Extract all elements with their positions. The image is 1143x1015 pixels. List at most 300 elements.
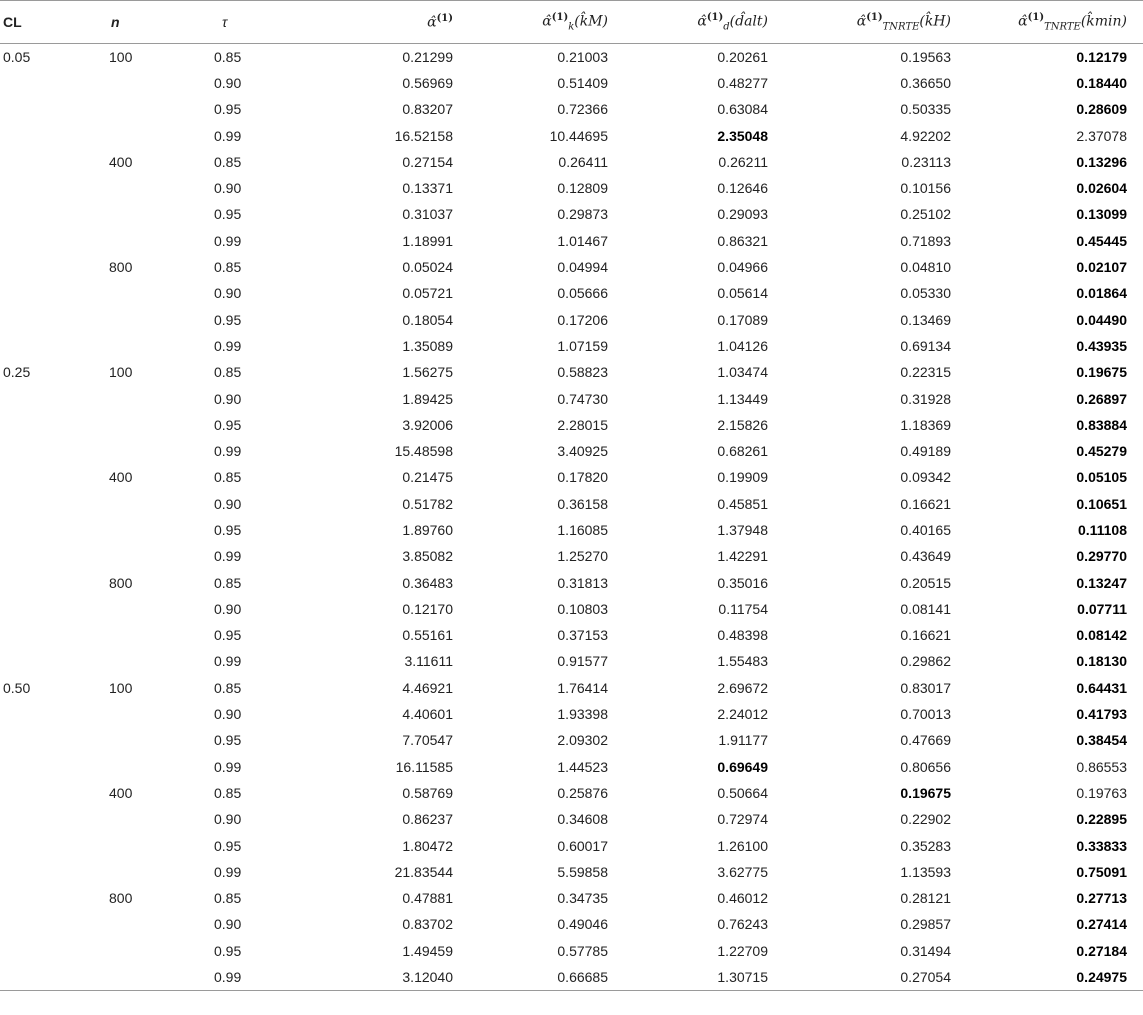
cell-alpha-tnrte-min: 0.41793 bbox=[1076, 706, 1127, 723]
cell-n bbox=[105, 412, 212, 438]
cell-alpha-tnrte-min: 0.45445 bbox=[1076, 232, 1127, 249]
cell-alpha-tnrte-min: 0.64431 bbox=[1076, 679, 1127, 696]
cell-n bbox=[105, 911, 212, 937]
cell-n: 400 bbox=[109, 469, 133, 486]
cell-alpha-tnrte-min: 0.02604 bbox=[1076, 180, 1127, 197]
cell-alpha-k: 1.07159 bbox=[557, 337, 608, 354]
cell-n bbox=[105, 701, 212, 727]
cell-alpha-tnrte-h: 4.92202 bbox=[900, 127, 951, 144]
cell-cl bbox=[0, 201, 105, 227]
cell-alpha-tnrte-h: 0.35283 bbox=[900, 837, 951, 854]
cell-cl bbox=[0, 333, 105, 359]
header-alpha: α̂$^{(1)}$ bbox=[427, 13, 453, 31]
cell-alpha: 3.85082 bbox=[402, 548, 453, 565]
cell-n bbox=[105, 175, 212, 201]
table-row bbox=[0, 175, 1143, 201]
cell-alpha: 15.48598 bbox=[394, 443, 453, 460]
cell-tau: 0.95 bbox=[214, 311, 242, 328]
cell-alpha-tnrte-min: 0.18440 bbox=[1076, 74, 1127, 91]
cell-alpha-d: 0.20261 bbox=[717, 48, 768, 65]
table-row bbox=[0, 780, 1143, 806]
cell-alpha-tnrte-min: 0.45279 bbox=[1076, 443, 1127, 460]
cell-alpha-d: 0.48277 bbox=[717, 74, 768, 91]
cell-alpha-tnrte-h: 0.23113 bbox=[901, 153, 951, 170]
cell-alpha-k: 0.34608 bbox=[557, 811, 608, 828]
cell-n bbox=[105, 727, 212, 753]
cell-alpha-tnrte-h: 0.19675 bbox=[900, 784, 951, 801]
table-row bbox=[0, 596, 1143, 622]
cell-n: 400 bbox=[109, 153, 133, 170]
cell-alpha-tnrte-h: 0.29857 bbox=[900, 916, 951, 933]
cell-n: 400 bbox=[109, 784, 133, 801]
cell-alpha: 1.56275 bbox=[402, 364, 453, 381]
cell-alpha-tnrte-h: 0.40165 bbox=[900, 521, 951, 538]
cell-n bbox=[105, 964, 212, 990]
table-row bbox=[0, 517, 1143, 543]
cell-alpha-k: 1.76414 bbox=[557, 679, 608, 696]
cell-alpha: 0.27154 bbox=[402, 153, 453, 170]
cell-n bbox=[105, 596, 212, 622]
cell-alpha-tnrte-min: 0.27713 bbox=[1076, 890, 1127, 907]
cell-alpha-tnrte-h: 0.19563 bbox=[900, 48, 951, 65]
header-n: n bbox=[111, 14, 120, 30]
cell-tau: 0.90 bbox=[214, 285, 242, 302]
cell-tau: 0.95 bbox=[214, 837, 242, 854]
cell-cl bbox=[0, 412, 105, 438]
cell-alpha-tnrte-min: 0.27414 bbox=[1076, 916, 1127, 933]
cell-alpha-tnrte-h: 0.22902 bbox=[900, 811, 951, 828]
cell-alpha-tnrte-min: 0.43935 bbox=[1076, 337, 1127, 354]
cell-alpha-k: 0.91577 bbox=[557, 653, 608, 670]
cell-alpha: 0.12170 bbox=[402, 600, 453, 617]
cell-n bbox=[105, 438, 212, 464]
cell-n bbox=[105, 201, 212, 227]
cell-alpha-tnrte-h: 0.70013 bbox=[900, 706, 951, 723]
cell-alpha-tnrte-min: 0.05105 bbox=[1076, 469, 1127, 486]
cell-alpha: 4.46921 bbox=[402, 679, 453, 696]
cell-alpha-d: 2.24012 bbox=[717, 706, 768, 723]
cell-alpha-tnrte-min: 0.13099 bbox=[1076, 206, 1127, 223]
cell-alpha-tnrte-h: 0.10156 bbox=[900, 180, 951, 197]
cell-tau: 0.90 bbox=[214, 811, 242, 828]
cell-alpha-d: 0.45851 bbox=[717, 495, 768, 512]
cell-n bbox=[105, 938, 212, 964]
cell-cl bbox=[0, 149, 105, 175]
table-row bbox=[0, 412, 1143, 438]
cell-alpha: 0.55161 bbox=[402, 627, 453, 644]
cell-cl bbox=[0, 491, 105, 517]
cell-tau: 0.90 bbox=[214, 600, 242, 617]
table-row bbox=[0, 333, 1143, 359]
cell-alpha-tnrte-min: 0.13247 bbox=[1076, 574, 1127, 591]
table-row bbox=[0, 149, 1143, 175]
cell-alpha-tnrte-h: 0.31494 bbox=[900, 942, 951, 959]
cell-alpha-d: 0.04966 bbox=[717, 259, 768, 276]
cell-alpha-tnrte-h: 0.22315 bbox=[900, 364, 951, 381]
cell-alpha-k: 0.10803 bbox=[557, 600, 608, 617]
cell-alpha: 3.11611 bbox=[404, 653, 453, 670]
cell-alpha-k: 0.17820 bbox=[557, 469, 608, 486]
cell-tau: 0.85 bbox=[214, 469, 242, 486]
cell-tau: 0.95 bbox=[214, 942, 242, 959]
cell-tau: 0.85 bbox=[214, 48, 242, 65]
cell-alpha-d: 0.35016 bbox=[717, 574, 768, 591]
cell-tau: 0.99 bbox=[214, 443, 242, 460]
cell-cl bbox=[0, 96, 105, 122]
cell-alpha-tnrte-h: 0.28121 bbox=[900, 890, 951, 907]
table-row bbox=[0, 438, 1143, 464]
cell-alpha: 4.40601 bbox=[402, 706, 453, 723]
table-row bbox=[0, 228, 1143, 254]
header-alpha-tnrte-h: α̂$^{(1)}_{TNRTE}$(k̂H) bbox=[856, 11, 951, 33]
cell-alpha-tnrte-min: 0.08142 bbox=[1076, 627, 1127, 644]
table-row bbox=[0, 491, 1143, 517]
cell-alpha-tnrte-min: 0.83884 bbox=[1076, 416, 1127, 433]
header-tau: τ bbox=[222, 14, 228, 30]
table-row bbox=[0, 622, 1143, 648]
table-row bbox=[0, 122, 1143, 148]
cell-tau: 0.99 bbox=[214, 127, 242, 144]
table-row bbox=[0, 201, 1143, 227]
cell-alpha-tnrte-h: 0.47669 bbox=[900, 732, 951, 749]
table-row bbox=[0, 254, 1143, 280]
cell-tau: 0.95 bbox=[214, 627, 242, 644]
table-row bbox=[0, 359, 1143, 385]
cell-cl bbox=[0, 832, 105, 858]
cell-tau: 0.99 bbox=[214, 653, 242, 670]
cell-alpha: 0.47881 bbox=[402, 890, 453, 907]
cell-alpha-k: 0.58823 bbox=[557, 364, 608, 381]
table-row bbox=[0, 701, 1143, 727]
cell-alpha-d: 0.68261 bbox=[717, 443, 768, 460]
cell-n bbox=[105, 122, 212, 148]
cell-alpha-d: 2.35048 bbox=[717, 127, 768, 144]
cell-alpha-tnrte-h: 0.04810 bbox=[900, 259, 951, 276]
cell-alpha-tnrte-h: 0.80656 bbox=[900, 758, 951, 775]
cell-alpha: 0.05721 bbox=[402, 285, 453, 302]
cell-alpha-tnrte-h: 1.13593 bbox=[900, 863, 951, 880]
cell-tau: 0.85 bbox=[214, 259, 242, 276]
cell-tau: 0.90 bbox=[214, 390, 242, 407]
cell-n bbox=[105, 228, 212, 254]
cell-alpha-d: 2.69672 bbox=[717, 679, 768, 696]
cell-alpha: 16.11585 bbox=[395, 758, 453, 775]
cell-alpha-d: 1.91177 bbox=[718, 732, 768, 749]
cell-tau: 0.99 bbox=[214, 337, 242, 354]
cell-alpha-tnrte-h: 0.09342 bbox=[900, 469, 951, 486]
cell-alpha-tnrte-min: 0.19675 bbox=[1076, 364, 1127, 381]
cell-alpha-d: 0.26211 bbox=[718, 153, 768, 170]
cell-alpha-k: 2.09302 bbox=[557, 732, 608, 749]
cell-tau: 0.99 bbox=[214, 232, 242, 249]
cell-alpha-tnrte-h: 0.20515 bbox=[900, 574, 951, 591]
table-row bbox=[0, 96, 1143, 122]
cell-n bbox=[105, 832, 212, 858]
cell-alpha-tnrte-h: 0.27054 bbox=[900, 968, 951, 985]
cell-alpha-k: 0.49046 bbox=[557, 916, 608, 933]
cell-alpha-k: 0.34735 bbox=[557, 890, 608, 907]
cell-cl bbox=[0, 280, 105, 306]
cell-alpha-k: 1.25270 bbox=[557, 548, 608, 565]
cell-cl bbox=[0, 254, 105, 280]
cell-alpha: 0.13371 bbox=[402, 180, 453, 197]
cell-cl bbox=[0, 596, 105, 622]
cell-alpha-k: 0.72366 bbox=[557, 101, 608, 118]
cell-alpha-d: 0.17089 bbox=[717, 311, 768, 328]
cell-cl bbox=[0, 385, 105, 411]
cell-cl bbox=[0, 70, 105, 96]
header-row bbox=[0, 1, 1143, 44]
cell-alpha-k: 0.21003 bbox=[557, 48, 608, 65]
cell-tau: 0.85 bbox=[214, 890, 242, 907]
cell-tau: 0.85 bbox=[214, 784, 242, 801]
cell-alpha-k: 5.59858 bbox=[557, 863, 608, 880]
cell-cl bbox=[0, 727, 105, 753]
table-row bbox=[0, 464, 1143, 490]
cell-alpha-d: 2.15826 bbox=[717, 416, 768, 433]
cell-alpha-k: 2.28015 bbox=[557, 416, 608, 433]
cell-cl: 0.25 bbox=[3, 364, 31, 381]
cell-alpha-tnrte-min: 0.18130 bbox=[1076, 653, 1127, 670]
cell-alpha-d: 0.12646 bbox=[717, 180, 768, 197]
cell-alpha-tnrte-h: 0.49189 bbox=[900, 443, 951, 460]
cell-alpha-tnrte-h: 0.13469 bbox=[900, 311, 951, 328]
table-row bbox=[0, 569, 1143, 595]
cell-tau: 0.85 bbox=[214, 679, 242, 696]
cell-alpha: 0.56969 bbox=[402, 74, 453, 91]
cell-cl bbox=[0, 885, 105, 911]
cell-alpha-d: 0.46012 bbox=[717, 890, 768, 907]
cell-alpha-d: 3.62775 bbox=[717, 863, 768, 880]
cell-alpha-tnrte-h: 0.71893 bbox=[900, 232, 951, 249]
cell-cl bbox=[0, 938, 105, 964]
cell-alpha-tnrte-h: 0.69134 bbox=[900, 337, 951, 354]
cell-n: 100 bbox=[109, 48, 133, 65]
cell-alpha-tnrte-min: 2.37078 bbox=[1076, 127, 1127, 144]
cell-n bbox=[105, 96, 212, 122]
cell-alpha-tnrte-h: 0.16621 bbox=[900, 627, 951, 644]
cell-alpha-tnrte-min: 0.01864 bbox=[1076, 285, 1127, 302]
cell-alpha-k: 1.44523 bbox=[557, 758, 608, 775]
cell-alpha-d: 1.42291 bbox=[717, 548, 768, 565]
cell-n bbox=[105, 306, 212, 332]
cell-alpha: 0.83207 bbox=[402, 101, 453, 118]
cell-alpha-tnrte-min: 0.27184 bbox=[1076, 942, 1127, 959]
cell-alpha: 3.92006 bbox=[402, 416, 453, 433]
cell-n bbox=[105, 859, 212, 885]
cell-alpha-k: 1.93398 bbox=[557, 706, 608, 723]
cell-cl bbox=[0, 228, 105, 254]
cell-alpha-d: 1.30715 bbox=[717, 968, 768, 985]
cell-alpha: 0.51782 bbox=[402, 495, 453, 512]
cell-alpha-d: 0.11754 bbox=[718, 600, 768, 617]
cell-alpha-tnrte-min: 0.19763 bbox=[1076, 784, 1127, 801]
cell-alpha-tnrte-h: 0.36650 bbox=[900, 74, 951, 91]
table-row bbox=[0, 964, 1143, 990]
table-row bbox=[0, 911, 1143, 937]
cell-tau: 0.95 bbox=[214, 101, 242, 118]
cell-tau: 0.90 bbox=[214, 706, 242, 723]
table-row bbox=[0, 70, 1143, 96]
table-body bbox=[0, 44, 1143, 991]
cell-alpha-d: 1.13449 bbox=[717, 390, 768, 407]
cell-alpha-k: 0.74730 bbox=[557, 390, 608, 407]
cell-alpha-d: 1.22709 bbox=[717, 942, 768, 959]
cell-n bbox=[105, 280, 212, 306]
cell-alpha-k: 0.29873 bbox=[557, 206, 608, 223]
cell-alpha: 0.21475 bbox=[402, 469, 453, 486]
cell-alpha-k: 0.37153 bbox=[557, 627, 608, 644]
cell-alpha-d: 0.86321 bbox=[717, 232, 768, 249]
cell-cl bbox=[0, 806, 105, 832]
header-alpha-d: α̂$^{(1)}_d$(d̂alt) bbox=[697, 11, 768, 33]
cell-cl: 0.50 bbox=[3, 679, 31, 696]
cell-tau: 0.85 bbox=[214, 574, 242, 591]
cell-alpha-k: 0.04994 bbox=[557, 259, 608, 276]
cell-alpha: 0.83702 bbox=[402, 916, 453, 933]
cell-alpha-k: 0.25876 bbox=[557, 784, 608, 801]
table-row bbox=[0, 727, 1143, 753]
cell-alpha-tnrte-min: 0.75091 bbox=[1076, 863, 1127, 880]
cell-alpha: 3.12040 bbox=[402, 968, 453, 985]
cell-tau: 0.99 bbox=[214, 968, 242, 985]
cell-alpha-k: 0.36158 bbox=[557, 495, 608, 512]
cell-alpha-d: 1.55483 bbox=[717, 653, 768, 670]
cell-alpha-tnrte-min: 0.29770 bbox=[1076, 548, 1127, 565]
cell-cl bbox=[0, 964, 105, 990]
cell-alpha-tnrte-h: 0.05330 bbox=[900, 285, 951, 302]
cell-tau: 0.90 bbox=[214, 916, 242, 933]
table-row bbox=[0, 806, 1143, 832]
cell-alpha-tnrte-h: 0.25102 bbox=[900, 206, 951, 223]
cell-alpha-tnrte-h: 0.29862 bbox=[900, 653, 951, 670]
table-row bbox=[0, 754, 1143, 780]
cell-alpha-d: 0.19909 bbox=[717, 469, 768, 486]
cell-alpha-d: 0.48398 bbox=[717, 627, 768, 644]
cell-alpha-tnrte-min: 0.24975 bbox=[1076, 968, 1127, 985]
cell-alpha-d: 0.50664 bbox=[717, 784, 768, 801]
cell-cl bbox=[0, 911, 105, 937]
cell-n bbox=[105, 543, 212, 569]
header-alpha-k: α̂$^{(1)}_k$(k̂M) bbox=[542, 11, 608, 33]
cell-n bbox=[105, 385, 212, 411]
cell-alpha-tnrte-min: 0.07711 bbox=[1077, 600, 1127, 617]
cell-alpha-d: 1.04126 bbox=[717, 337, 768, 354]
cell-n bbox=[105, 517, 212, 543]
cell-cl bbox=[0, 543, 105, 569]
cell-tau: 0.90 bbox=[214, 74, 242, 91]
table-row bbox=[0, 280, 1143, 306]
cell-alpha: 0.31037 bbox=[402, 206, 453, 223]
cell-alpha: 0.18054 bbox=[402, 311, 453, 328]
cell-n: 100 bbox=[109, 364, 133, 381]
cell-alpha-tnrte-h: 0.43649 bbox=[900, 548, 951, 565]
cell-alpha-k: 1.16085 bbox=[557, 521, 608, 538]
cell-tau: 0.95 bbox=[214, 521, 242, 538]
cell-tau: 0.90 bbox=[214, 495, 242, 512]
cell-alpha-k: 0.05666 bbox=[557, 285, 608, 302]
table-row bbox=[0, 648, 1143, 674]
cell-alpha-tnrte-h: 0.83017 bbox=[900, 679, 951, 696]
cell-tau: 0.90 bbox=[214, 180, 242, 197]
cell-alpha-tnrte-min: 0.13296 bbox=[1076, 153, 1127, 170]
cell-tau: 0.85 bbox=[214, 153, 242, 170]
cell-alpha-d: 0.76243 bbox=[717, 916, 768, 933]
cell-alpha-d: 1.03474 bbox=[717, 364, 768, 381]
table-row bbox=[0, 675, 1143, 701]
cell-alpha-k: 0.17206 bbox=[557, 311, 608, 328]
cell-n bbox=[105, 622, 212, 648]
cell-tau: 0.99 bbox=[214, 548, 242, 565]
cell-alpha: 21.83544 bbox=[394, 863, 453, 880]
cell-alpha-d: 1.26100 bbox=[717, 837, 768, 854]
cell-alpha-k: 10.44695 bbox=[549, 127, 608, 144]
cell-alpha-tnrte-min: 0.28609 bbox=[1076, 101, 1127, 118]
cell-cl bbox=[0, 648, 105, 674]
cell-alpha-tnrte-min: 0.33833 bbox=[1076, 837, 1127, 854]
cell-n bbox=[105, 70, 212, 96]
cell-cl bbox=[0, 622, 105, 648]
cell-alpha-d: 0.29093 bbox=[717, 206, 768, 223]
cell-n bbox=[105, 754, 212, 780]
cell-cl bbox=[0, 517, 105, 543]
cell-cl bbox=[0, 859, 105, 885]
cell-cl: 0.05 bbox=[3, 48, 31, 65]
cell-alpha-tnrte-min: 0.26897 bbox=[1076, 390, 1127, 407]
cell-alpha-k: 0.60017 bbox=[557, 837, 608, 854]
cell-tau: 0.99 bbox=[214, 758, 242, 775]
cell-alpha-d: 0.63084 bbox=[717, 101, 768, 118]
cell-alpha-k: 3.40925 bbox=[557, 443, 608, 460]
cell-cl bbox=[0, 569, 105, 595]
table-row bbox=[0, 885, 1143, 911]
cell-alpha: 0.86237 bbox=[402, 811, 453, 828]
cell-alpha-tnrte-h: 0.31928 bbox=[900, 390, 951, 407]
cell-alpha-d: 0.05614 bbox=[717, 285, 768, 302]
cell-alpha: 16.52158 bbox=[394, 127, 453, 144]
cell-alpha-tnrte-min: 0.86553 bbox=[1076, 758, 1127, 775]
cell-n bbox=[105, 648, 212, 674]
cell-alpha: 1.80472 bbox=[402, 837, 453, 854]
cell-alpha-k: 0.51409 bbox=[557, 74, 608, 91]
header-alpha-tnrte-min: α̂$^{(1)}_{TNRTE}$(k̂min) bbox=[1018, 11, 1127, 33]
table-row bbox=[0, 832, 1143, 858]
cell-alpha: 1.89425 bbox=[402, 390, 453, 407]
cell-alpha-tnrte-h: 1.18369 bbox=[900, 416, 951, 433]
cell-alpha-tnrte-min: 0.02107 bbox=[1076, 259, 1127, 276]
cell-cl bbox=[0, 780, 105, 806]
cell-tau: 0.95 bbox=[214, 206, 242, 223]
table-row bbox=[0, 543, 1143, 569]
cell-cl bbox=[0, 438, 105, 464]
cell-alpha-k: 0.26411 bbox=[558, 153, 608, 170]
cell-alpha: 1.49459 bbox=[402, 942, 453, 959]
cell-alpha-tnrte-min: 0.12179 bbox=[1076, 48, 1127, 65]
cell-cl bbox=[0, 306, 105, 332]
cell-alpha-k: 0.57785 bbox=[557, 942, 608, 959]
cell-tau: 0.85 bbox=[214, 364, 242, 381]
table-header bbox=[0, 1, 1143, 44]
table-row bbox=[0, 385, 1143, 411]
cell-alpha-k: 0.31813 bbox=[557, 574, 608, 591]
cell-cl bbox=[0, 754, 105, 780]
cell-alpha-tnrte-h: 0.08141 bbox=[900, 600, 951, 617]
cell-alpha: 0.21299 bbox=[402, 48, 453, 65]
cell-n bbox=[105, 806, 212, 832]
cell-n: 800 bbox=[109, 574, 133, 591]
cell-alpha: 0.05024 bbox=[402, 259, 453, 276]
cell-alpha-d: 0.69649 bbox=[717, 758, 768, 775]
